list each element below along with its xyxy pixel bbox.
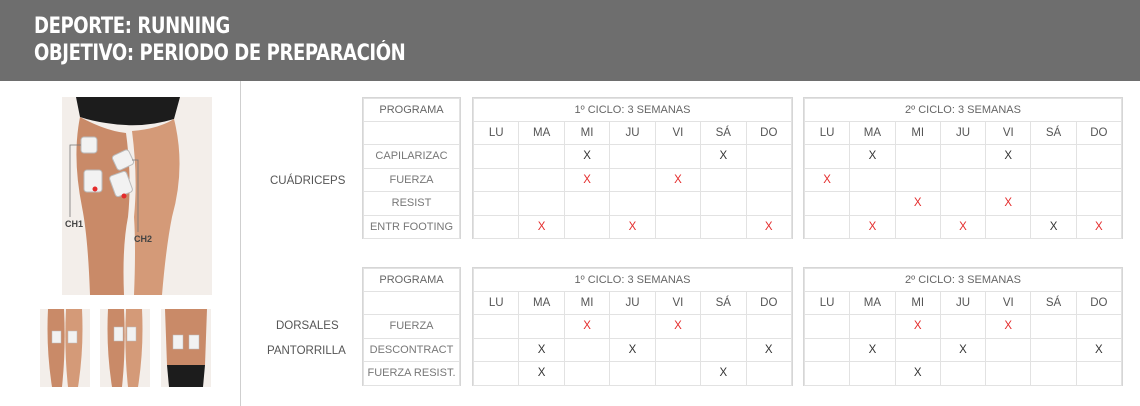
session-mark: X [537, 367, 546, 380]
schedule-cell [474, 145, 519, 169]
schedule-cell [746, 215, 791, 239]
session-mark: X [1095, 220, 1103, 233]
day-header: MI [895, 122, 940, 145]
schedule-cell [564, 315, 609, 339]
day-header: VI [986, 122, 1031, 145]
schedule-cell [805, 338, 850, 362]
day-header: MI [564, 122, 609, 145]
muscle-label-dorsales: DORSALES [276, 320, 339, 332]
calf-thumbnail-1 [40, 309, 90, 387]
schedule-cell [986, 338, 1031, 362]
program-label: RESIST [364, 192, 460, 216]
cycle-title: 2º CICLO: 3 SEMANAS [805, 269, 1122, 292]
sport-title: DEPORTE: RUNNING [34, 14, 230, 39]
schedule-cell [519, 168, 564, 192]
schedule-cell [474, 338, 519, 362]
schedule-cell [1076, 145, 1121, 169]
day-header: JU [940, 122, 985, 145]
day-header: LU [805, 122, 850, 145]
session-mark: X [959, 343, 967, 356]
program-label: FUERZA [364, 168, 460, 192]
session-mark: X [1049, 220, 1058, 233]
objective-title: OBJETIVO: PERIODO DE PREPARACIÓN [34, 41, 406, 66]
programa-header: PROGRAMA [364, 99, 460, 122]
day-header: LU [474, 122, 519, 145]
schedule-cell [1076, 362, 1121, 386]
program-column [362, 97, 461, 239]
schedule-cell [940, 168, 985, 192]
page-header [0, 0, 1140, 81]
day-header: MA [850, 122, 895, 145]
program-label: FUERZA RESIST. [364, 362, 460, 386]
schedule-cell [701, 192, 746, 216]
schedule-cell [519, 362, 564, 386]
schedule-cell [564, 215, 609, 239]
schedule-cell [940, 215, 985, 239]
session-mark: X [764, 343, 773, 356]
day-header: SÁ [701, 292, 746, 315]
schedule-cell [519, 315, 564, 339]
program-label: FUERZA [364, 315, 460, 339]
schedule-cell [655, 362, 700, 386]
schedule-cell [850, 338, 895, 362]
schedule-cell [655, 168, 700, 192]
schedule-cell [519, 338, 564, 362]
schedule-cell [1031, 145, 1076, 169]
schedule-cell [701, 145, 746, 169]
schedule-cell [1031, 168, 1076, 192]
schedule-cell [746, 338, 791, 362]
schedule-cell [746, 362, 791, 386]
schedule-cell [610, 315, 655, 339]
schedule-cell [655, 145, 700, 169]
session-mark: X [628, 343, 637, 356]
session-mark: X [823, 173, 831, 186]
schedule-cell [701, 338, 746, 362]
session-mark: X [674, 173, 682, 186]
session-mark: X [1004, 320, 1013, 333]
programa-header: PROGRAMA [364, 269, 460, 292]
session-mark: X [868, 343, 877, 356]
ch1-label: CH1 [65, 219, 84, 229]
schedule-cell [805, 145, 850, 169]
day-header: LU [474, 292, 519, 315]
day-header: LU [805, 292, 850, 315]
schedule-cell [895, 145, 940, 169]
schedule-cell [746, 315, 791, 339]
schedule-cell [564, 362, 609, 386]
muscle-label-cuadriceps: CUÁDRICEPS [270, 175, 346, 187]
program-label: ENTR FOOTING [364, 215, 460, 239]
schedule-cell [805, 192, 850, 216]
cycle-title: 1º CICLO: 3 SEMANAS [474, 269, 792, 292]
schedule-cell [940, 338, 985, 362]
session-mark: X [913, 197, 922, 210]
schedule-cell [701, 215, 746, 239]
day-header: DO [1076, 122, 1121, 145]
ch2-label: CH2 [134, 234, 153, 244]
schedule-cell [986, 192, 1031, 216]
day-header: SÁ [1031, 122, 1076, 145]
schedule-cell [655, 192, 700, 216]
schedule-cell [519, 215, 564, 239]
session-mark: X [913, 320, 922, 333]
day-header: JU [610, 122, 655, 145]
session-mark: X [537, 343, 546, 356]
session-mark: X [583, 150, 591, 163]
schedule-cell [805, 362, 850, 386]
cycle-2-table [803, 267, 1123, 386]
schedule-cell [940, 362, 985, 386]
schedule-cell [1031, 215, 1076, 239]
schedule-cell [564, 338, 609, 362]
schedule-cell [701, 315, 746, 339]
schedule-cell [940, 315, 985, 339]
schedule-cell [986, 145, 1031, 169]
schedule-cell [655, 315, 700, 339]
schedule-cell [701, 168, 746, 192]
schedule-cell [746, 145, 791, 169]
cycle-title: 1º CICLO: 3 SEMANAS [474, 99, 792, 122]
empty-cell [364, 122, 460, 145]
schedule-cell [474, 315, 519, 339]
session-mark: X [674, 320, 682, 333]
schedule-cell [1076, 315, 1121, 339]
schedule-cell [986, 362, 1031, 386]
schedule-cell [895, 315, 940, 339]
schedule-cell [850, 192, 895, 216]
session-mark: X [868, 150, 877, 163]
day-header: DO [746, 292, 791, 315]
day-header: MA [519, 292, 564, 315]
schedule-cell [895, 168, 940, 192]
schedule-cell [940, 192, 985, 216]
session-mark: X [959, 220, 967, 233]
session-mark: X [719, 150, 728, 163]
session-mark: X [764, 220, 773, 233]
schedule-cell [474, 362, 519, 386]
schedule-cell [805, 215, 850, 239]
session-mark: X [1095, 343, 1103, 356]
day-header: SÁ [1031, 292, 1076, 315]
schedule-cell [701, 362, 746, 386]
empty-cell [364, 292, 460, 315]
day-header: MI [564, 292, 609, 315]
session-mark: X [583, 320, 591, 333]
schedule-cell [474, 192, 519, 216]
schedule-cell [1076, 215, 1121, 239]
schedule-cell [564, 192, 609, 216]
vertical-divider [240, 81, 241, 406]
day-header: MI [895, 292, 940, 315]
schedule-cell [895, 338, 940, 362]
schedule-cell [564, 145, 609, 169]
cycle-2-table [803, 97, 1123, 239]
session-mark: X [537, 220, 546, 233]
session-mark: X [1004, 197, 1013, 210]
day-header: MA [519, 122, 564, 145]
schedule-cell [805, 315, 850, 339]
schedule-cell [610, 338, 655, 362]
cycle-title: 2º CICLO: 3 SEMANAS [805, 99, 1122, 122]
schedule-cell [1031, 362, 1076, 386]
schedule-cell [1031, 192, 1076, 216]
quadriceps-electrode-image [62, 97, 212, 295]
schedule-cell [655, 215, 700, 239]
session-mark: X [628, 220, 637, 233]
session-mark: X [868, 220, 877, 233]
schedule-cell [746, 168, 791, 192]
day-header: JU [610, 292, 655, 315]
day-header: VI [986, 292, 1031, 315]
schedule-cell [1076, 338, 1121, 362]
schedule-cell [474, 168, 519, 192]
schedule-cell [895, 362, 940, 386]
schedule-cell [850, 315, 895, 339]
program-column [362, 267, 461, 386]
schedule-cell [610, 362, 655, 386]
schedule-cell [940, 145, 985, 169]
schedule-cell [986, 215, 1031, 239]
day-header: SÁ [701, 122, 746, 145]
schedule-cell [850, 362, 895, 386]
cycle-1-table [472, 97, 793, 239]
schedule-cell [895, 215, 940, 239]
schedule-cell [610, 145, 655, 169]
calf-thumbnail-2 [100, 309, 150, 387]
schedule-cell [986, 315, 1031, 339]
schedule-cell [986, 168, 1031, 192]
day-header: JU [940, 292, 985, 315]
schedule-cell [1031, 338, 1076, 362]
schedule-cell [474, 215, 519, 239]
schedule-cell [895, 192, 940, 216]
schedule-cell [1076, 168, 1121, 192]
program-label: DESCONTRACT [364, 338, 460, 362]
muscle-label-pantorrilla: PANTORRILLA [267, 345, 346, 357]
schedule-cell [519, 192, 564, 216]
session-mark: X [719, 367, 728, 380]
schedule-cell [610, 168, 655, 192]
schedule-cell [1076, 192, 1121, 216]
session-mark: X [583, 173, 591, 186]
schedule-cell [610, 192, 655, 216]
schedule-cell [519, 145, 564, 169]
session-mark: X [1004, 150, 1013, 163]
day-header: MA [850, 292, 895, 315]
schedule-cell [564, 168, 609, 192]
program-label: CAPILARIZAC [364, 145, 460, 169]
schedule-cell [655, 338, 700, 362]
day-header: DO [746, 122, 791, 145]
schedule-cell [850, 215, 895, 239]
day-header: DO [1076, 292, 1121, 315]
schedule-cell [850, 145, 895, 169]
session-mark: X [913, 367, 922, 380]
back-thumbnail [161, 309, 211, 387]
schedule-cell [1031, 315, 1076, 339]
day-header: VI [655, 122, 700, 145]
schedule-cell [746, 192, 791, 216]
cycle-1-table [472, 267, 793, 386]
day-header: VI [655, 292, 700, 315]
schedule-cell [805, 168, 850, 192]
schedule-cell [610, 215, 655, 239]
schedule-cell [850, 168, 895, 192]
